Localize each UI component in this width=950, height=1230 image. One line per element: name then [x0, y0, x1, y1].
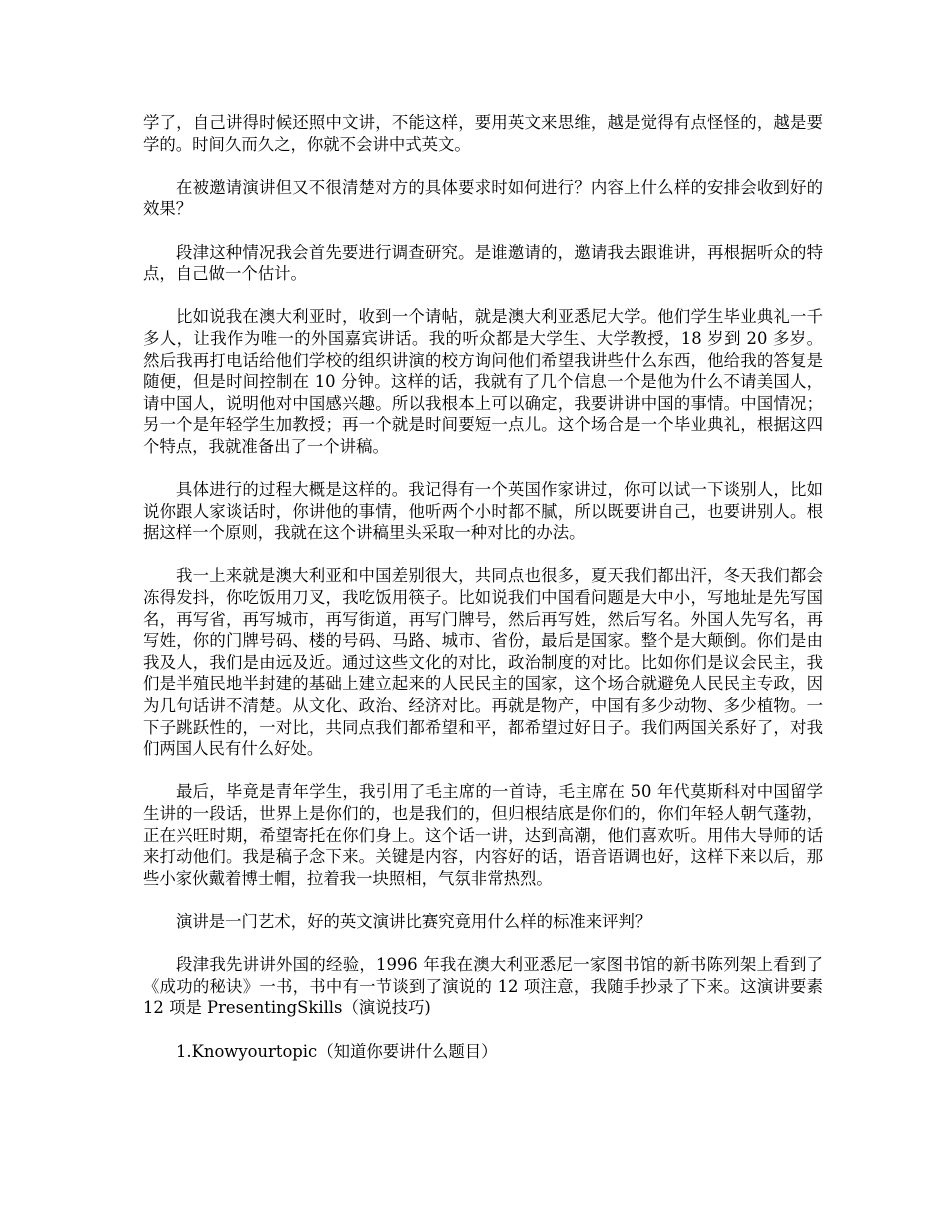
paragraph-australia-china-contrast: 我一上来就是澳大利亚和中国差别很大，共同点也很多，夏天我们都出汗，冬天我们都会冻得发抖，你吃饭用刀叉，我吃饭用筷子。比如说我们中国看问题是大中小，写地址是先写国名，再写省，再写城市，再写街道，再写门牌号，然后再写姓，然后写名。外国人先写名，再写姓，你的门牌号码、楼的号码、马路、城市、省份，最后是国家。整个是大颠倒。你们是由我及人，我们是由远及近。通过这些文化的对比，政治制度的对比。比如你们是议会民主，我们是半殖民地半封建的基础上建立起来的人民民主的国家，这个场合就避免人民民主专政，因为几句话讲不清楚。从文化、政治、经济对比。再就是物产，中国有多少动物、多少植物。一下子跳跃性的，一对比，共同点我们都希望和平，都希望过好日子。我们两国关系好了，对我们两国人民有什么好处。	[143, 566, 823, 759]
paragraph-question-invited-speech: 在被邀请演讲但又不很清楚对方的具体要求时如何进行？内容上什么样的安排会收到好的效果？	[143, 177, 823, 219]
paragraph-list-item-1: 1.Knowyourtopic（知道你要讲什么题目）	[176, 1041, 498, 1061]
paragraph-presenting-skills: 段津我先讲讲外国的经验，1996 年我在澳大利亚悉尼一家图书馆的新书陈列架上看到了《成功的秘诀》一书，书中有一节谈到了演说的 12 项注意，我随手抄录了下来。这演讲要素 12 项是 PresentingSkills（演说技巧)	[143, 955, 823, 1018]
paragraph-comparison-method: 具体进行的过程大概是这样的。我记得有一个英国作家讲过，你可以试一下谈别人，比如说你跟人家谈话时，你讲他的事情，他听两个小时都不腻，所以既要讲自己，也要讲别人。根据这样一个原则，我就在这个讲稿里头采取一种对比的办法。	[143, 480, 823, 543]
paragraph-sydney-invitation: 比如说我在澳大利亚时，收到一个请帖，就是澳大利亚悉尼大学。他们学生毕业典礼一千多人，让我作为唯一的外国嘉宾讲话。我的听众都是大学生、大学教授，18 岁到 20 多岁。然后我再打电话给他们学校的组织讲演的校方询问他们希望我讲些什么东西，他给我的答复是随便，但是时间控制在 10 分钟。这样的话，我就有了几个信息一个是他为什么不请美国人，请中国人，说明他对中国感兴趣。所以我根本上可以确定，我要讲讲中国的事情。中国情况；另一个是年轻学生加教授；再一个就是时间要短一点儿。这个场合是一个毕业典礼，根据这四个特点，我就准备出了一个讲稿。	[143, 307, 823, 456]
paragraph-continuation: 学了，自己讲得时候还照中文讲，不能这样，要用英文来思维，越是觉得有点怪怪的，越是要学的。时间久而久之，你就不会讲中式英文。	[143, 113, 823, 154]
paragraph-question-judging: 演讲是一门艺术，好的英文演讲比赛究竟用什么样的标准来评判？	[176, 911, 652, 931]
document-page	[143, 112, 823, 1084]
paragraph-closing-quote: 最后，毕竟是青年学生，我引用了毛主席的一首诗，毛主席在 50 年代莫斯科对中国留学生讲的一段话，世界上是你们的，也是我们的，但归根结底是你们的，你们年轻人朝气蓬勃，正在兴旺时期，希望寄托在你们身上。这个话一讲，达到高潮，他们喜欢听。用伟大导师的话来打动他们。我是稿子念下来。关键是内容，内容好的话，语音语调也好，这样下来以后，那些小家伙戴着博士帽，拉着我一块照相，气氛非常热烈。	[143, 782, 823, 888]
paragraph-answer-research: 段津这种情况我会首先要进行调查研究。是谁邀请的，邀请我去跟谁讲，再根据听众的特点，自己做一个估计。	[143, 242, 823, 284]
